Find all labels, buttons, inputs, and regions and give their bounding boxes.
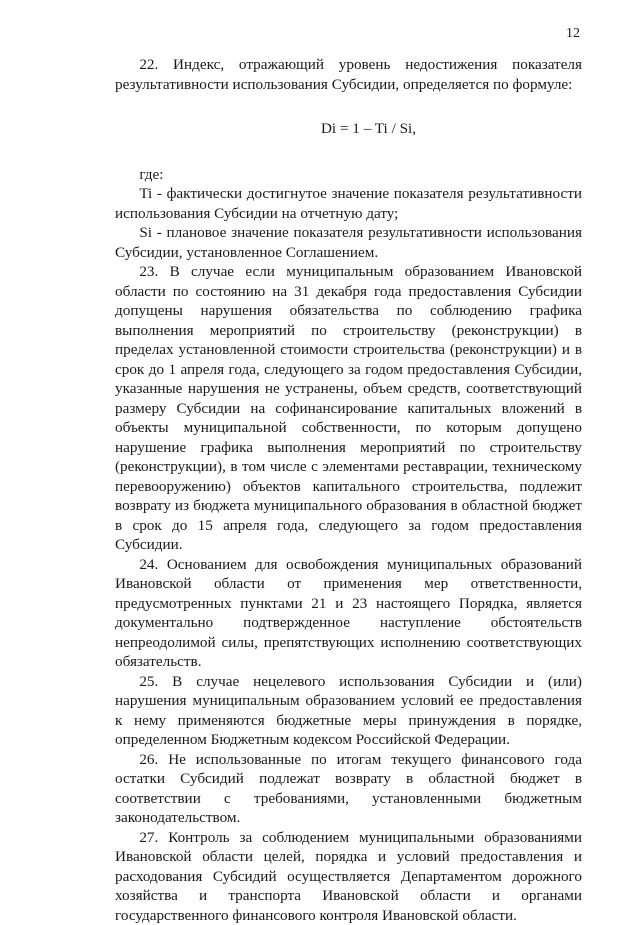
paragraph-23: 23. В случае если муниципальным образованием Ивановской области по состоянию на 31 декабря года предоставления Субсидии допущены нарушения обязательства по соблюдению графика выполнения мероприятий по строительству (реконструкции) в пределах установленной стоимости строительства (реконструкции) и в срок до 1 апреля года, следующего за годом предоставления Субсидии, указанные нарушения не устранены, объем средств, соответствующий размеру Субсидии на софинансирование капитальных вложений в объекты муниципальной собственности, по которым допущено нарушение графика выполнения мероприятий по строительству (реконструкции), в том числе с элементами реставрации, техническому перевооружению) объектов капитального строительства, подлежит возврату из бюджета муниципального образования в областной бюджет в срок до 15 апреля года, следующего за годом предоставления Субсидии. <box>115 262 582 555</box>
paragraph-22: 22. Индекс, отражающий уровень недостижения показателя результативности использования Субсидии, определяется по формуле: <box>115 55 582 94</box>
page-number: 12 <box>566 26 580 42</box>
document-body <box>115 55 582 925</box>
paragraph-27: 27. Контроль за соблюдением муниципальными образованиями Ивановской области целей, порядка и условий предоставления и расходования Субсидий осуществляется Департаментом дорожного хозяйства и транспорта Ивановской области и органами государственного финансового контроля Ивановской области. <box>115 828 582 925</box>
formula: Di = 1 – Ti / Si, <box>115 119 582 139</box>
paragraph-25: 25. В случае нецелевого использования Субсидии и (или) нарушения муниципальным образованием условий ее предоставления к нему применяются бюджетные меры принуждения в порядке, определенном Бюджетным кодексом Российской Федерации. <box>115 672 582 750</box>
paragraph-24: 24. Основанием для освобождения муниципальных образований Ивановской области от применения мер ответственности, предусмотренных пунктами 21 и 23 настоящего Порядка, является документально подтвержденное наступление обстоятельств непреодолимой силы, препятствующих исполнению соответствующих обязательств. <box>115 555 582 672</box>
definition-ti: Ti - фактически достигнутое значение показателя результативности использования Субсидии на отчетную дату; <box>115 184 582 223</box>
paragraph-26: 26. Не использованные по итогам текущего финансового года остатки Субсидий подлежат возврату в областной бюджет в соответствии с требованиями, установленными бюджетным законодательством. <box>115 750 582 828</box>
definition-si: Si - плановое значение показателя результативности использования Субсидии, установленное Соглашением. <box>115 223 582 262</box>
where-label: где: <box>115 165 582 185</box>
